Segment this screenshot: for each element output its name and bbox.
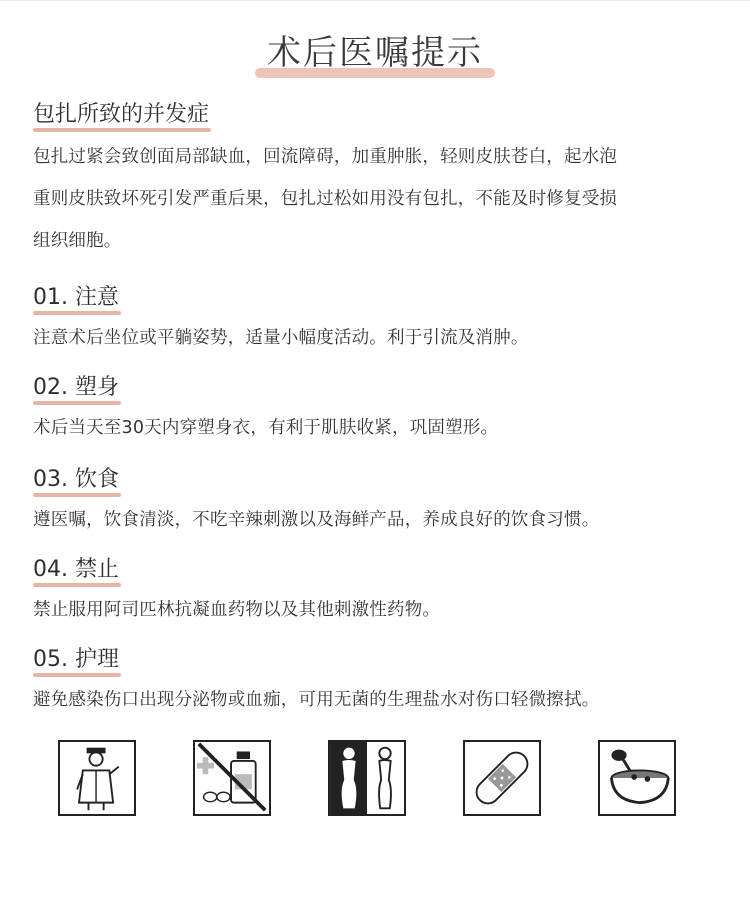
section-text: 术后当天至30天内穿塑身衣，有利于肌肤收紧，巩固塑形。 bbox=[33, 418, 499, 438]
section-text: 避免感染伤口出现分泌物或血痂，可用无菌的生理盐水对伤口轻微擦拭。 bbox=[33, 690, 600, 710]
section-heading: 01. 注意 bbox=[33, 283, 121, 313]
title-area bbox=[0, 30, 750, 76]
page-title: 术后医嘱提示 bbox=[259, 30, 491, 76]
section-heading: 04. 禁止 bbox=[33, 555, 121, 585]
complications-heading: 包扎所致的并发症 bbox=[33, 100, 211, 130]
section-heading: 05. 护理 bbox=[33, 645, 121, 675]
icon-row bbox=[0, 740, 750, 820]
complications-line: 包扎过紧会致创面局部缺血，回流障碍，加重肿胀，轻则皮肤苍白，起水泡 bbox=[33, 147, 618, 167]
section-diet bbox=[33, 465, 723, 541]
section-prohibition bbox=[33, 555, 723, 631]
food-bowl-icon bbox=[598, 740, 676, 816]
complications-line: 重则皮肤致坏死引发严重后果，包扎过松如用没有包扎，不能及时修复受损 bbox=[33, 189, 618, 209]
complications-line: 组织细胞。 bbox=[33, 231, 122, 251]
section-text: 注意术后坐位或平躺姿势，适量小幅度活动。利于引流及消肿。 bbox=[33, 328, 529, 348]
section-heading: 02. 塑身 bbox=[33, 373, 121, 403]
top-divider bbox=[0, 0, 750, 1]
section-body-shaping bbox=[33, 373, 723, 449]
body-shaping-icon bbox=[328, 740, 406, 816]
section-attention bbox=[33, 283, 723, 359]
complications-text bbox=[33, 136, 723, 262]
section-heading: 03. 饮食 bbox=[33, 465, 121, 495]
section-text: 禁止服用阿司匹林抗凝血药物以及其他刺激性药物。 bbox=[33, 600, 441, 620]
no-medicine-icon bbox=[193, 740, 271, 816]
bandage-icon bbox=[463, 740, 541, 816]
section-text: 遵医嘱，饮食清淡，不吃辛辣刺激以及海鲜产品，养成良好的饮食习惯。 bbox=[33, 510, 600, 530]
complications-section bbox=[33, 100, 723, 262]
section-care bbox=[33, 645, 723, 721]
nurse-icon bbox=[58, 740, 136, 816]
